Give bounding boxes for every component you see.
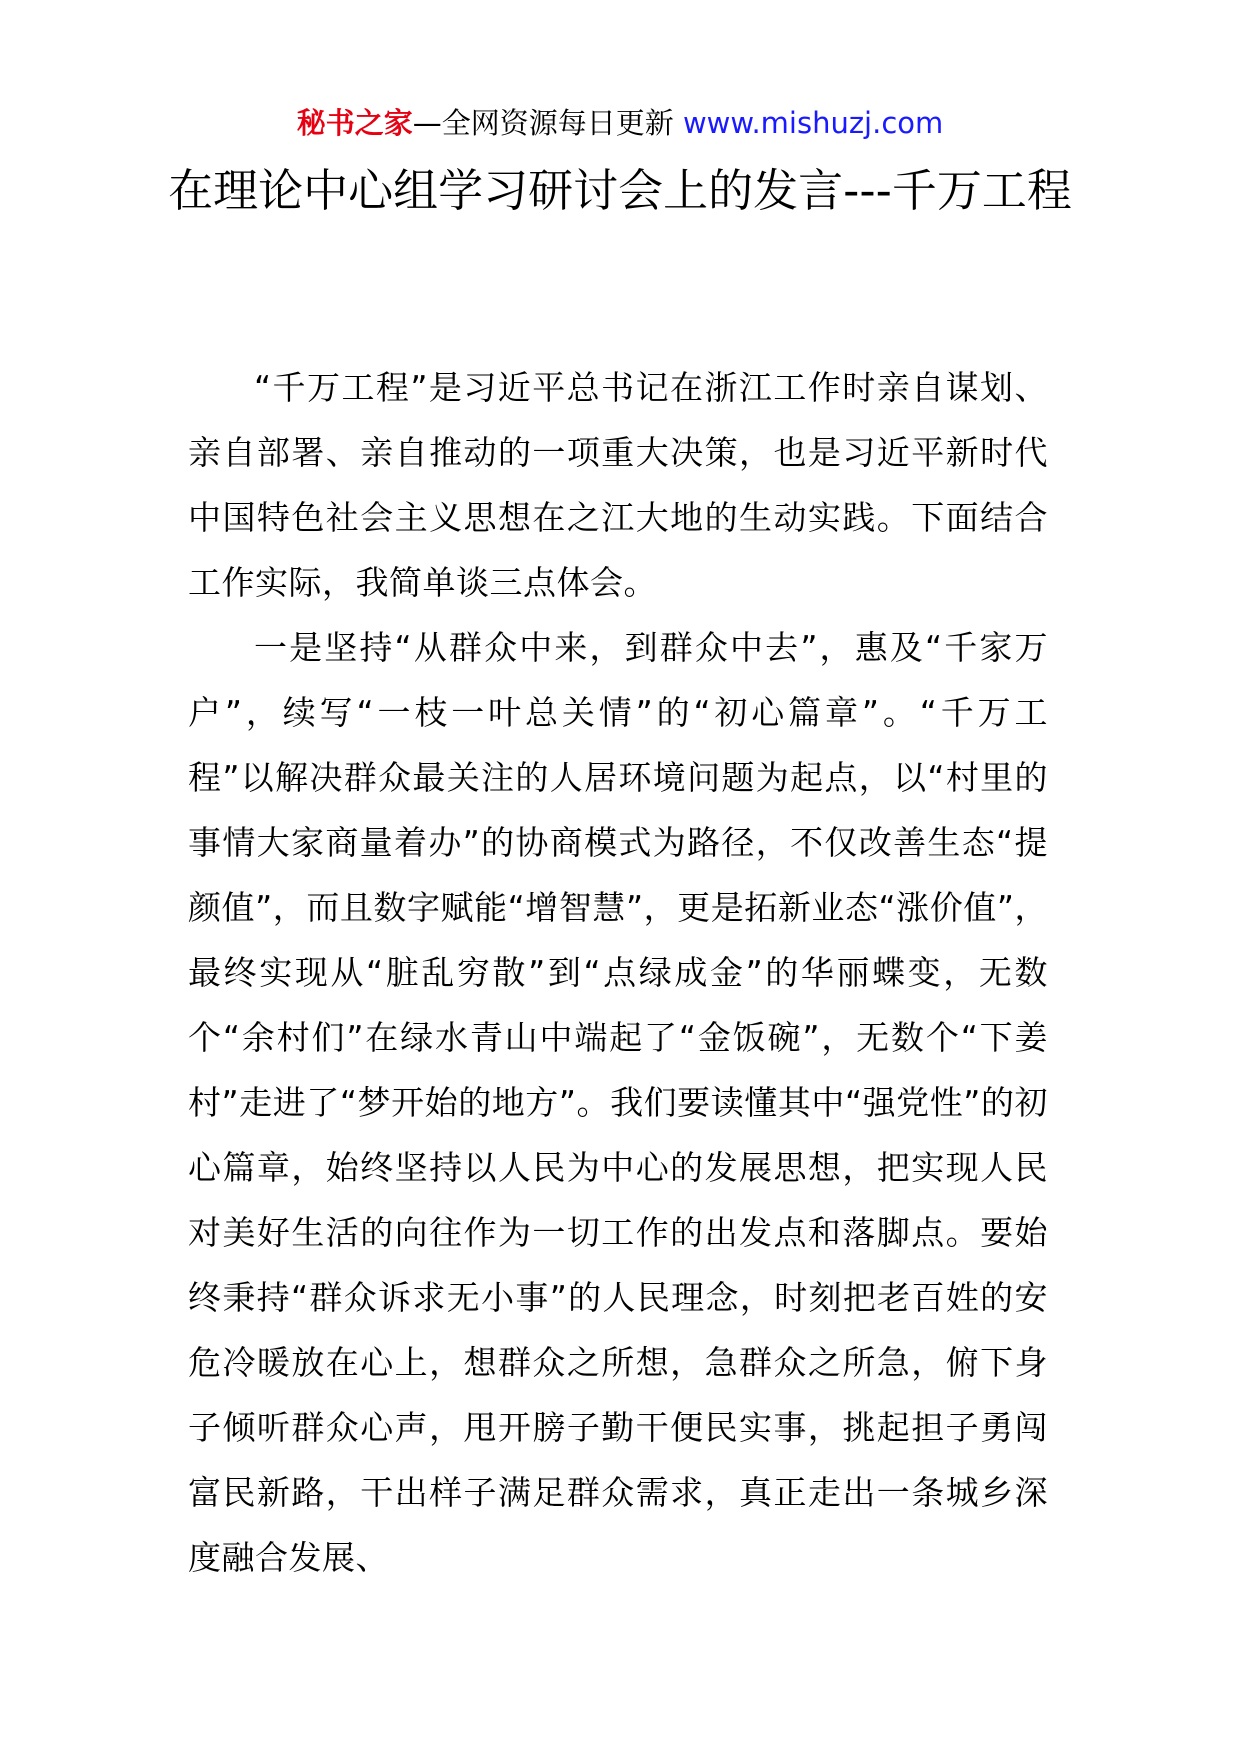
paragraph-intro: “千万工程”是习近平总书记在浙江工作时亲自谋划、亲自部署、亲自推动的一项重大决策，也是习近平新时代中国特色社会主义思想在之江大地的生动实践。下面结合工作实际，我简单谈三点体会。 [188,368,1048,602]
site-url-link[interactable]: www.mishuzj.com [682,106,944,140]
document-body [188,355,1048,1590]
site-header [0,103,1240,143]
document-title: 在理论中心组学习研讨会上的发言---千万工程 [168,164,1072,217]
site-name: 秘书之家 [296,106,413,140]
site-tagline: —全网资源每日更新 [412,106,683,140]
paragraph-point-one: 一是坚持“从群众中来，到群众中去”，惠及“千家万户”，续写“一枝一叶总关情”的“初心篇章”。“千万工程”以解决群众最关注的人居环境问题为起点，以“村里的事情大家商量着办”的协商模式为路径，不仅改善生态“提颜值”，而且数字赋能“增智慧”，更是拓新业态“涨价值”，最终实现从“脏乱穷散”到“点绿成金”的华丽蝶变，无数个“余村们”在绿水青山中端起了“金饭碗”，无数个“下姜村”走进了“梦开始的地方”。我们要读懂其中“强党性”的初心篇章，始终坚持以人民为中心的发展思想，把实现人民对美好生活的向往作为一切工作的出发点和落脚点。要始终秉持“群众诉求无小事”的人民理念，时刻把老百姓的安危冷暖放在心上，想群众之所想，急群众之所急，俯下身子倾听群众心声，甩开膀子勤干便民实事，挑起担子勇闯富民新路，干出样子满足群众需求，真正走出一条城乡深度融合发展、 [188,628,1048,1577]
